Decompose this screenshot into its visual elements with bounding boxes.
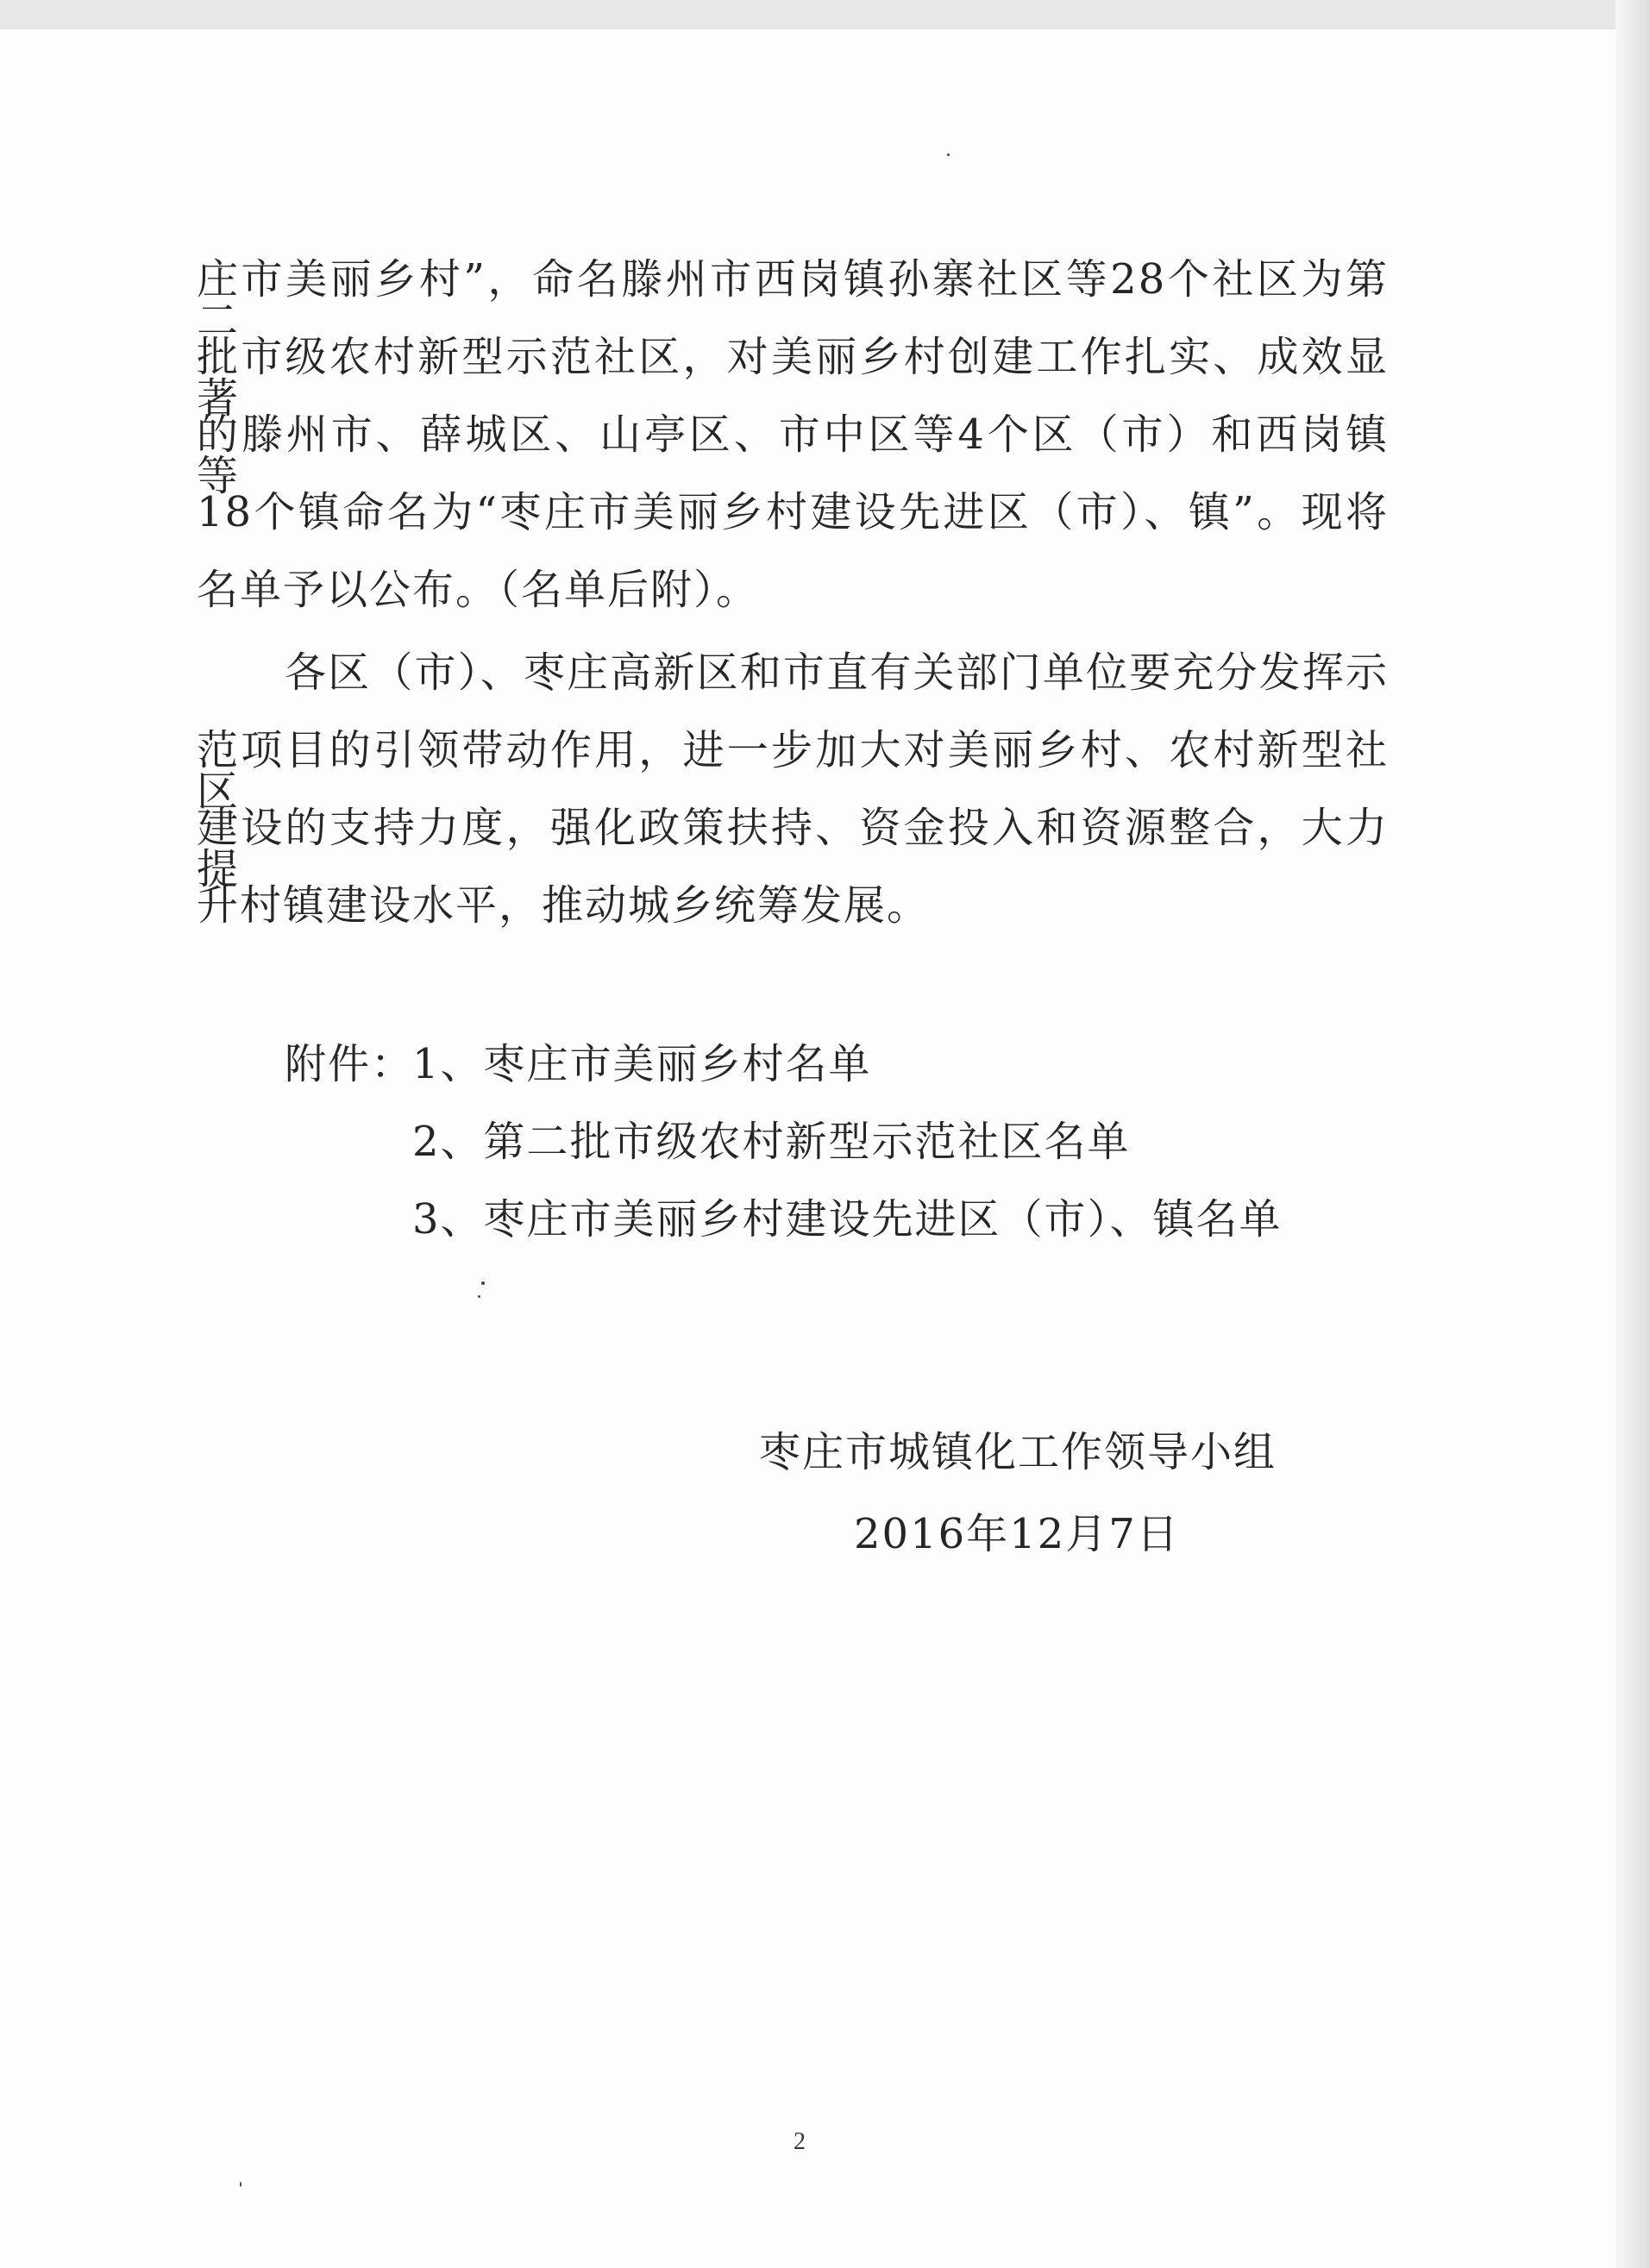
signature-organization: 枣庄市城镇化工作领导小组: [759, 1428, 1277, 1476]
paragraph1-line-1: 庄市美丽乡村”，命名滕州市西岗镇孙寨社区等28个社区为第二: [197, 255, 1389, 345]
paragraph2-line-3: 建设的支持力度，强化政策扶持、资金投入和资源整合，大力提: [197, 804, 1389, 893]
paragraph2-line-4: 升村镇建设水平，推动城乡统筹发展。: [197, 881, 931, 930]
attachments-label: 附件：: [285, 1040, 415, 1088]
signature-date: 2016年12月7日: [854, 1510, 1180, 1558]
scan-speck: [240, 2182, 242, 2187]
attachment-item-3: 3、枣庄市美丽乡村建设先进区（市）、镇名单: [412, 1195, 1283, 1244]
paragraph2-line-2: 范项目的引领带动作用，进一步加大对美丽乡村、农村新型社区: [197, 726, 1389, 816]
scan-speck: [947, 153, 950, 156]
paragraph1-line-5: 名单予以公布。（名单后附）。: [197, 566, 760, 614]
paragraph1-line-3: 的滕州市、薛城区、山亭区、市中区等4个区（市）和西岗镇等: [197, 410, 1389, 500]
scan-edge-right: [1615, 0, 1650, 2268]
scan-speck: [478, 1295, 480, 1298]
scan-speck: [481, 1281, 485, 1285]
paragraph1-line-2: 批市级农村新型示范社区，对美丽乡村创建工作扎实、成效显著: [197, 333, 1389, 423]
page-number: 2: [794, 2128, 806, 2155]
paragraph1-line-4: 18个镇命名为“枣庄市美丽乡村建设先进区（市）、镇”。现将: [197, 488, 1389, 536]
attachment-item-1: 1、枣庄市美丽乡村名单: [412, 1040, 872, 1088]
paragraph2-line-1: 各区（市）、枣庄高新区和市直有关部门单位要充分发挥示: [285, 648, 1389, 697]
attachment-item-2: 2、第二批市级农村新型示范社区名单: [412, 1118, 1131, 1166]
scan-edge-top: [0, 0, 1650, 29]
